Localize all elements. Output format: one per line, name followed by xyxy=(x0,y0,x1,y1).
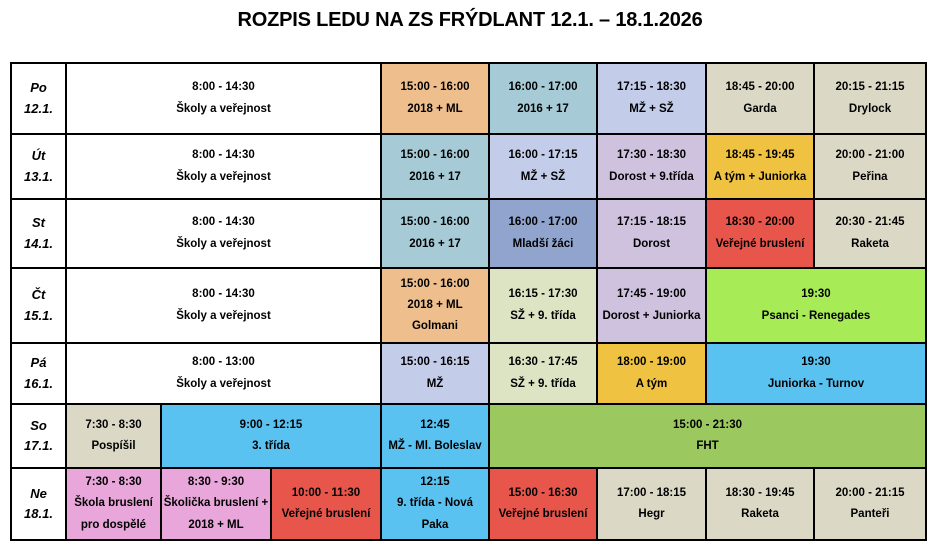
day-cell xyxy=(12,135,67,200)
cell-time: 8:30 - 9:30 xyxy=(187,476,245,489)
cell-time: 20:15 - 21:15 xyxy=(835,81,905,94)
schedule-cell xyxy=(490,135,598,200)
cell-label-2: pro dospělé xyxy=(80,518,147,531)
schedule-cell xyxy=(490,64,598,135)
cell-label: Juniorka - Turnov xyxy=(767,377,865,390)
day-date: 17.1. xyxy=(24,438,53,453)
day-name: Út xyxy=(31,148,46,164)
cell-time: 18:00 - 19:00 xyxy=(616,356,687,369)
cell-time: 17:30 - 18:30 xyxy=(616,149,687,162)
schedule-cell xyxy=(490,344,598,405)
schedule-cell xyxy=(490,405,927,469)
cell-time: 8:00 - 14:30 xyxy=(192,216,255,229)
cell-label: 3. třída xyxy=(252,440,290,452)
cell-label: Mladší žáci xyxy=(512,237,574,250)
cell-time: 18:30 - 20:00 xyxy=(725,216,795,229)
cell-label: MŽ + SŽ xyxy=(629,102,674,115)
day-cell xyxy=(12,344,67,405)
schedule-cell xyxy=(490,200,598,269)
cell-time: 17:15 - 18:15 xyxy=(616,216,687,229)
cell-label: FHT xyxy=(696,440,719,452)
cell-time: 15:00 - 16:00 xyxy=(400,277,470,290)
cell-label: 2016 + 17 xyxy=(409,237,461,250)
cell-label: Veřejné bruslení xyxy=(498,508,588,520)
cell-label: Školička bruslení + xyxy=(163,497,269,510)
cell-label: Školy a veřejnost xyxy=(176,170,271,183)
cell-label: 2016 + 17 xyxy=(409,170,461,183)
cell-time: 15:00 - 16:15 xyxy=(400,356,470,369)
day-name: Pá xyxy=(30,355,47,371)
cell-label: Raketa xyxy=(741,508,779,520)
schedule-cell xyxy=(67,64,382,135)
cell-time: 16:00 - 17:00 xyxy=(508,81,578,94)
cell-time: 8:00 - 14:30 xyxy=(192,288,255,301)
cell-label: 2016 + 17 xyxy=(517,102,569,115)
cell-time: 7:30 - 8:30 xyxy=(85,476,142,489)
cell-time: 16:00 - 17:00 xyxy=(508,216,578,229)
schedule-cell xyxy=(67,200,382,269)
schedule-cell xyxy=(707,344,927,405)
cell-label: MŽ xyxy=(426,377,444,390)
schedule-cell xyxy=(707,64,815,135)
cell-label: MŽ + SŽ xyxy=(520,170,566,183)
schedule-row-po xyxy=(12,64,927,135)
cell-time: 17:00 - 18:15 xyxy=(616,486,687,499)
schedule-cell xyxy=(382,469,490,541)
cell-label-2: Paka xyxy=(421,518,449,531)
day-cell xyxy=(12,469,67,541)
schedule-cell xyxy=(382,64,490,135)
cell-label: Školy a veřejnost xyxy=(176,377,271,390)
cell-time: 12:15 xyxy=(420,476,450,489)
cell-label: Pospíšil xyxy=(91,440,136,452)
cell-time: 15:00 - 16:00 xyxy=(400,216,470,229)
day-date: 12.1. xyxy=(24,100,53,116)
cell-time: 20:00 - 21:00 xyxy=(835,149,905,162)
cell-time: 17:15 - 18:30 xyxy=(616,81,687,94)
cell-time: 16:15 - 17:30 xyxy=(508,288,578,301)
cell-time: 20:30 - 21:45 xyxy=(835,216,905,229)
schedule-cell xyxy=(67,135,382,200)
cell-time: 16:00 - 17:15 xyxy=(508,149,578,162)
cell-label: MŽ - Ml. Boleslav xyxy=(388,440,482,452)
cell-label: SŽ + 9. třída xyxy=(510,377,576,390)
schedule-cell xyxy=(162,469,272,541)
schedule-cell xyxy=(707,135,815,200)
cell-label: Školy a veřejnost xyxy=(176,102,271,115)
day-name: Po xyxy=(30,80,47,96)
cell-time: 8:00 - 14:30 xyxy=(192,149,255,162)
schedule-cell xyxy=(67,469,162,541)
cell-label: Veřejné bruslení xyxy=(715,237,805,250)
day-date: 13.1. xyxy=(24,168,53,184)
cell-time: 15:00 - 16:30 xyxy=(508,486,578,499)
cell-label: SŽ + 9. třída xyxy=(510,309,576,322)
cell-label: Dorost xyxy=(632,237,671,250)
cell-label: Dorost + Juniorka xyxy=(602,309,701,322)
schedule-cell xyxy=(598,135,707,200)
schedule-cell xyxy=(707,469,815,541)
cell-time: 10:00 - 11:30 xyxy=(291,486,361,499)
cell-time: 17:45 - 19:00 xyxy=(616,288,687,301)
schedule-table xyxy=(10,62,927,541)
schedule-cell xyxy=(815,64,927,135)
schedule-cell xyxy=(162,405,382,469)
schedule-cell xyxy=(815,135,927,200)
schedule-cell xyxy=(382,200,490,269)
cell-label: Veřejné bruslení xyxy=(281,508,371,520)
cell-label: 2018 + ML xyxy=(407,102,463,115)
schedule-cell xyxy=(598,344,707,405)
cell-label: Psanci - Renegades xyxy=(761,309,871,322)
schedule-cell xyxy=(67,405,162,469)
cell-time: 12:45 xyxy=(420,418,450,431)
day-date: 18.1. xyxy=(24,506,53,521)
day-date: 16.1. xyxy=(24,375,53,391)
schedule-cell xyxy=(272,469,382,541)
cell-label: Garda xyxy=(743,102,777,115)
schedule-cell xyxy=(382,269,490,344)
day-cell xyxy=(12,405,67,469)
day-cell xyxy=(12,64,67,135)
cell-time: 15:00 - 21:30 xyxy=(672,418,743,431)
cell-label: Panteři xyxy=(850,508,890,520)
cell-label: Drylock xyxy=(848,102,892,115)
cell-time: 19:30 xyxy=(801,356,831,369)
cell-label: Raketa xyxy=(851,237,889,250)
day-name: Čt xyxy=(31,287,46,303)
cell-time: 8:00 - 13:00 xyxy=(192,356,255,369)
cell-time: 7:30 - 8:30 xyxy=(85,418,142,431)
schedule-row-ct xyxy=(12,269,927,344)
cell-time: 9:00 - 12:15 xyxy=(239,418,303,431)
schedule-cell xyxy=(382,135,490,200)
cell-time: 19:30 xyxy=(801,288,831,301)
cell-label: Peřina xyxy=(852,170,888,183)
cell-time: 15:00 - 16:00 xyxy=(400,149,470,162)
cell-label: A tým + Juniorka xyxy=(713,170,807,183)
schedule-cell xyxy=(490,469,598,541)
schedule-cell xyxy=(598,200,707,269)
schedule-cell xyxy=(382,344,490,405)
day-name: St xyxy=(32,215,45,231)
day-date: 14.1. xyxy=(24,235,53,251)
schedule-cell xyxy=(707,200,815,269)
day-date: 15.1. xyxy=(24,307,53,323)
schedule-cell xyxy=(490,269,598,344)
cell-label: Škola bruslení xyxy=(74,497,153,510)
cell-label: Hegr xyxy=(638,508,665,520)
cell-label: 2018 + ML xyxy=(407,298,463,311)
cell-time: 18:45 - 20:00 xyxy=(725,81,795,94)
schedule-cell xyxy=(67,344,382,405)
cell-time: 8:00 - 14:30 xyxy=(192,81,255,94)
cell-time: 18:30 - 19:45 xyxy=(725,486,795,499)
cell-label: Školy a veřejnost xyxy=(176,309,271,322)
schedule-cell xyxy=(598,64,707,135)
cell-label: Školy a veřejnost xyxy=(176,237,271,250)
schedule-cell xyxy=(67,269,382,344)
day-name: So xyxy=(30,417,47,433)
schedule-cell xyxy=(598,469,707,541)
schedule-row-pa xyxy=(12,344,927,405)
schedule-row-so xyxy=(12,405,927,469)
page-title: ROZPIS LEDU NA ZS FRÝDLANT 12.1. – 18.1.2026 xyxy=(237,9,703,31)
cell-label: Dorost + 9.třída xyxy=(609,170,694,183)
schedule-row-ut xyxy=(12,135,927,200)
day-name: Ne xyxy=(30,485,47,501)
cell-label-2: Golmani xyxy=(411,320,458,333)
day-cell xyxy=(12,200,67,269)
cell-time: 18:45 - 19:45 xyxy=(725,149,795,162)
schedule-cell xyxy=(598,269,707,344)
schedule-cell xyxy=(382,405,490,469)
cell-label: A tým xyxy=(635,377,668,390)
cell-time: 16:30 - 17:45 xyxy=(508,356,578,369)
schedule-cell xyxy=(815,200,927,269)
schedule-row-st xyxy=(12,200,927,269)
cell-time: 20:00 - 21:15 xyxy=(835,486,905,499)
cell-time: 15:00 - 16:00 xyxy=(400,81,470,94)
cell-label-2: 2018 + ML xyxy=(188,518,244,531)
day-cell xyxy=(12,269,67,344)
schedule-cell xyxy=(707,269,927,344)
cell-label: 9. třída - Nová xyxy=(396,497,474,510)
schedule-cell xyxy=(815,469,927,541)
schedule-row-ne xyxy=(12,469,927,541)
